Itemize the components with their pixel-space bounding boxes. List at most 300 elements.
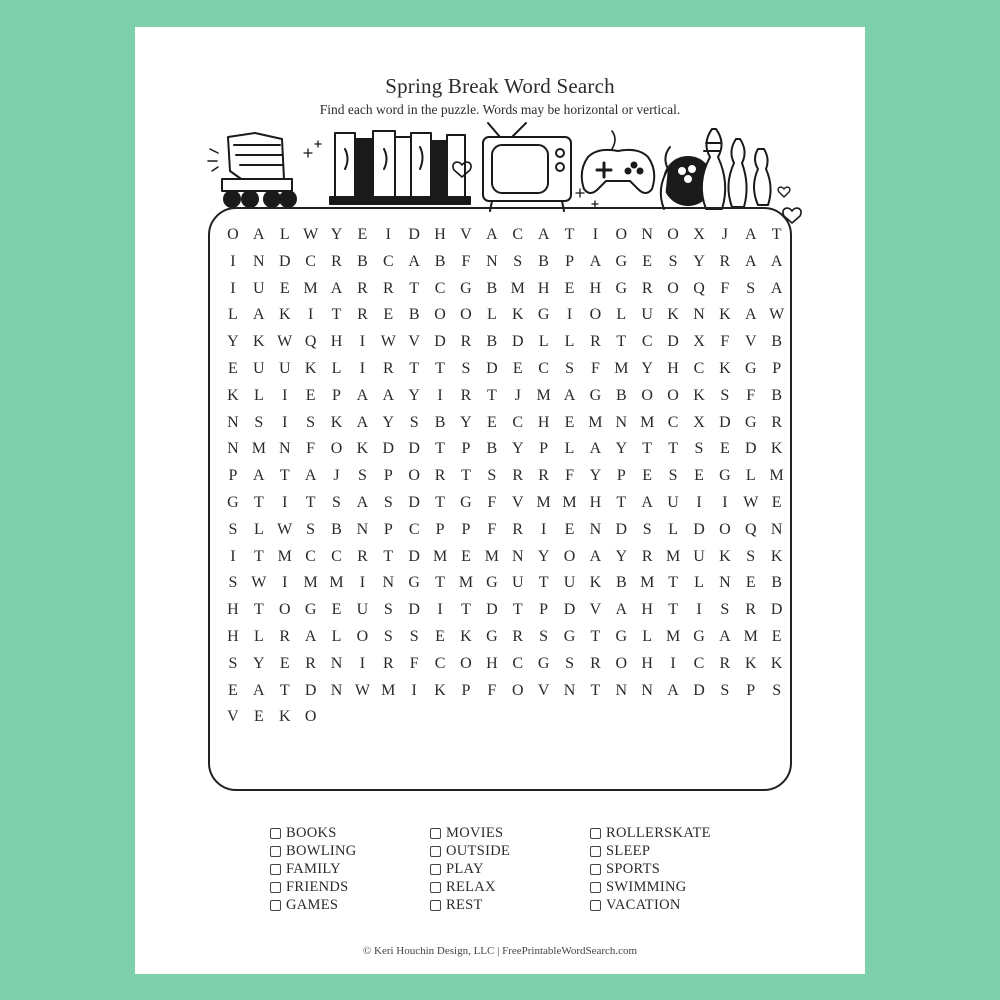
- grid-cell[interactable]: I: [359, 654, 366, 672]
- word-checkbox[interactable]: [430, 846, 441, 857]
- grid-cell[interactable]: H: [589, 279, 602, 297]
- grid-cell[interactable]: C: [512, 413, 524, 431]
- grid-cell[interactable]: L: [253, 386, 264, 404]
- grid-cell[interactable]: Y: [382, 413, 395, 431]
- word-list-item[interactable]: [270, 842, 430, 860]
- grid-cell[interactable]: S: [642, 520, 652, 538]
- grid-cell[interactable]: D: [278, 252, 291, 270]
- grid-cell[interactable]: O: [667, 279, 679, 297]
- grid-cell[interactable]: K: [770, 547, 783, 565]
- grid-cell[interactable]: G: [304, 601, 317, 619]
- grid-cell[interactable]: A: [589, 440, 602, 458]
- grid-cell[interactable]: S: [668, 252, 678, 270]
- grid-cell[interactable]: T: [590, 681, 601, 699]
- grid-cell[interactable]: G: [486, 574, 498, 592]
- grid-cell[interactable]: A: [641, 493, 653, 511]
- grid-cell[interactable]: K: [693, 386, 705, 404]
- grid-cell[interactable]: U: [667, 493, 679, 511]
- grid-cell[interactable]: S: [228, 654, 238, 672]
- grid-cell[interactable]: S: [357, 467, 367, 485]
- grid-cell[interactable]: J: [333, 467, 340, 485]
- grid-cell[interactable]: C: [512, 654, 524, 672]
- grid-cell[interactable]: K: [589, 574, 602, 592]
- grid-cell[interactable]: A: [744, 252, 757, 270]
- grid-cell[interactable]: N: [770, 520, 783, 538]
- grid-cell[interactable]: D: [693, 520, 705, 538]
- grid-cell[interactable]: T: [564, 226, 575, 243]
- grid-cell[interactable]: E: [564, 279, 575, 297]
- grid-cell[interactable]: C: [667, 413, 679, 431]
- word-list-item[interactable]: [590, 897, 750, 915]
- grid-cell[interactable]: O: [408, 467, 420, 485]
- grid-cell[interactable]: K: [434, 681, 446, 699]
- grid-cell[interactable]: N: [589, 520, 602, 538]
- grid-cell[interactable]: R: [357, 547, 368, 565]
- grid-cell[interactable]: N: [563, 681, 576, 699]
- grid-cell[interactable]: H: [589, 493, 602, 511]
- grid-cell[interactable]: D: [719, 413, 731, 431]
- grid-cell[interactable]: G: [460, 493, 472, 511]
- grid-cell[interactable]: C: [538, 359, 549, 377]
- grid-cell[interactable]: B: [615, 386, 627, 404]
- grid-cell[interactable]: T: [538, 574, 549, 592]
- grid-cell[interactable]: C: [434, 654, 446, 672]
- grid-cell[interactable]: U: [641, 306, 653, 324]
- grid-cell[interactable]: C: [305, 547, 316, 565]
- grid-cell[interactable]: D: [615, 520, 628, 538]
- grid-cell[interactable]: Y: [693, 252, 705, 270]
- grid-cell[interactable]: W: [277, 520, 293, 538]
- grid-cell[interactable]: D: [408, 440, 420, 458]
- grid-cell[interactable]: K: [304, 359, 317, 377]
- word-list-item[interactable]: [590, 824, 750, 842]
- grid-cell[interactable]: S: [332, 493, 341, 511]
- grid-cell[interactable]: X: [693, 413, 705, 431]
- grid-cell[interactable]: L: [228, 306, 238, 324]
- grid-cell[interactable]: N: [693, 306, 705, 324]
- grid-cell[interactable]: W: [380, 333, 396, 351]
- grid-cell[interactable]: A: [253, 306, 265, 324]
- grid-cell[interactable]: N: [278, 440, 291, 458]
- grid-cell[interactable]: G: [744, 359, 757, 377]
- grid-cell[interactable]: L: [616, 306, 627, 324]
- grid-cell[interactable]: N: [641, 226, 653, 243]
- grid-cell[interactable]: R: [745, 601, 757, 619]
- grid-cell[interactable]: T: [435, 440, 445, 458]
- grid-cell[interactable]: E: [694, 467, 704, 485]
- grid-cell[interactable]: M: [536, 493, 551, 511]
- grid-cell[interactable]: L: [331, 627, 342, 645]
- grid-cell[interactable]: K: [744, 654, 757, 672]
- grid-cell[interactable]: M: [665, 627, 681, 645]
- grid-cell[interactable]: Q: [693, 279, 705, 297]
- grid-cell[interactable]: A: [356, 386, 369, 404]
- grid-cell[interactable]: O: [330, 440, 343, 458]
- grid-cell[interactable]: I: [670, 654, 676, 672]
- grid-cell[interactable]: I: [411, 681, 417, 699]
- grid-cell[interactable]: I: [722, 493, 728, 511]
- grid-cell[interactable]: A: [356, 493, 369, 511]
- grid-cell[interactable]: H: [227, 627, 239, 645]
- grid-cell[interactable]: G: [563, 627, 576, 645]
- grid-cell[interactable]: N: [486, 252, 498, 270]
- grid-cell[interactable]: D: [667, 333, 679, 351]
- grid-cell[interactable]: S: [383, 627, 393, 645]
- grid-cell[interactable]: L: [486, 306, 497, 324]
- grid-cell[interactable]: F: [565, 467, 574, 485]
- grid-cell[interactable]: T: [486, 386, 497, 404]
- grid-cell[interactable]: L: [564, 440, 575, 458]
- grid-cell[interactable]: G: [719, 467, 731, 485]
- grid-cell[interactable]: F: [590, 359, 600, 377]
- grid-cell[interactable]: R: [434, 467, 446, 485]
- grid-cell[interactable]: N: [719, 574, 731, 592]
- grid-cell[interactable]: T: [435, 359, 445, 377]
- word-list-item[interactable]: [430, 842, 590, 860]
- word-checkbox[interactable]: [430, 900, 441, 911]
- grid-cell[interactable]: E: [305, 386, 316, 404]
- grid-cell[interactable]: K: [356, 440, 369, 458]
- grid-cell[interactable]: N: [511, 547, 524, 565]
- grid-cell[interactable]: A: [304, 467, 317, 485]
- grid-cell[interactable]: A: [589, 547, 602, 565]
- grid-cell[interactable]: D: [434, 333, 446, 351]
- grid-cell[interactable]: B: [486, 440, 498, 458]
- grid-cell[interactable]: V: [460, 226, 472, 243]
- grid-cell[interactable]: N: [356, 520, 369, 538]
- grid-cell[interactable]: M: [432, 547, 448, 565]
- grid-cell[interactable]: O: [278, 601, 291, 619]
- grid-cell[interactable]: M: [665, 547, 681, 565]
- grid-cell[interactable]: N: [382, 574, 395, 592]
- grid-cell[interactable]: R: [590, 333, 601, 351]
- grid-cell[interactable]: W: [303, 226, 319, 243]
- grid-cell[interactable]: G: [486, 627, 498, 645]
- grid-cell[interactable]: M: [640, 574, 655, 592]
- grid-cell[interactable]: B: [771, 386, 782, 404]
- grid-cell[interactable]: U: [563, 574, 576, 592]
- grid-cell[interactable]: P: [461, 440, 471, 458]
- grid-cell[interactable]: N: [641, 681, 653, 699]
- grid-cell[interactable]: R: [538, 467, 549, 485]
- grid-cell[interactable]: W: [251, 574, 267, 592]
- grid-cell[interactable]: N: [615, 681, 628, 699]
- grid-cell[interactable]: E: [642, 467, 653, 485]
- grid-cell[interactable]: S: [746, 547, 756, 565]
- grid-cell[interactable]: A: [744, 226, 757, 243]
- grid-cell[interactable]: R: [279, 627, 291, 645]
- grid-cell[interactable]: T: [461, 601, 471, 619]
- word-checkbox[interactable]: [270, 864, 281, 875]
- grid-cell[interactable]: F: [306, 440, 316, 458]
- grid-cell[interactable]: P: [539, 440, 549, 458]
- grid-cell[interactable]: T: [771, 226, 782, 243]
- grid-cell[interactable]: M: [562, 493, 577, 511]
- grid-cell[interactable]: S: [254, 413, 264, 431]
- grid-cell[interactable]: Y: [330, 226, 343, 243]
- word-checkbox[interactable]: [590, 846, 601, 857]
- grid-cell[interactable]: I: [385, 226, 391, 243]
- grid-cell[interactable]: P: [383, 467, 393, 485]
- grid-cell[interactable]: K: [460, 627, 472, 645]
- grid-cell[interactable]: L: [564, 333, 575, 351]
- grid-cell[interactable]: I: [230, 547, 236, 565]
- grid-cell[interactable]: U: [356, 601, 369, 619]
- grid-cell[interactable]: B: [434, 413, 446, 431]
- grid-cell[interactable]: A: [253, 681, 265, 699]
- grid-cell[interactable]: P: [616, 467, 626, 485]
- word-list-item[interactable]: [270, 860, 430, 878]
- grid-cell[interactable]: I: [566, 306, 573, 324]
- grid-cell[interactable]: P: [383, 520, 393, 538]
- grid-cell[interactable]: O: [356, 627, 369, 645]
- grid-cell[interactable]: R: [357, 279, 368, 297]
- grid-cell[interactable]: M: [484, 547, 499, 565]
- grid-cell[interactable]: I: [592, 226, 599, 243]
- word-list-item[interactable]: [270, 879, 430, 897]
- grid-cell[interactable]: O: [667, 386, 679, 404]
- grid-cell[interactable]: D: [770, 601, 783, 619]
- grid-cell[interactable]: K: [227, 386, 239, 404]
- grid-cell[interactable]: T: [435, 574, 445, 592]
- grid-cell[interactable]: H: [641, 654, 653, 672]
- grid-cell[interactable]: V: [408, 333, 420, 351]
- grid-cell[interactable]: K: [719, 306, 731, 324]
- grid-cell[interactable]: P: [539, 601, 549, 619]
- grid-cell[interactable]: M: [251, 440, 266, 458]
- grid-cell[interactable]: C: [434, 279, 446, 297]
- grid-cell[interactable]: S: [772, 681, 782, 699]
- grid-cell[interactable]: T: [435, 493, 445, 511]
- grid-cell[interactable]: U: [693, 547, 705, 565]
- grid-cell[interactable]: V: [744, 333, 757, 351]
- grid-cell[interactable]: T: [461, 467, 471, 485]
- grid-cell[interactable]: E: [279, 279, 290, 297]
- grid-cell[interactable]: E: [357, 226, 368, 243]
- grid-cell[interactable]: N: [330, 654, 343, 672]
- grid-cell[interactable]: I: [230, 252, 236, 270]
- word-checkbox[interactable]: [590, 864, 601, 875]
- grid-cell[interactable]: G: [615, 627, 628, 645]
- grid-cell[interactable]: C: [331, 547, 342, 565]
- grid-cell[interactable]: R: [512, 520, 524, 538]
- grid-cell[interactable]: I: [282, 386, 288, 404]
- grid-cell[interactable]: L: [253, 520, 264, 538]
- grid-cell[interactable]: T: [253, 601, 264, 619]
- grid-cell[interactable]: G: [537, 306, 550, 324]
- word-list-item[interactable]: [430, 879, 590, 897]
- grid-cell[interactable]: I: [437, 601, 443, 619]
- grid-cell[interactable]: O: [719, 520, 731, 538]
- grid-cell[interactable]: C: [693, 654, 705, 672]
- word-list-item[interactable]: [430, 824, 590, 842]
- grid-cell[interactable]: V: [589, 601, 602, 619]
- grid-cell[interactable]: R: [382, 359, 394, 377]
- grid-cell[interactable]: T: [616, 333, 627, 351]
- grid-cell[interactable]: M: [510, 279, 525, 297]
- grid-cell[interactable]: S: [720, 681, 730, 699]
- grid-cell[interactable]: C: [512, 226, 524, 243]
- grid-cell[interactable]: E: [564, 520, 575, 538]
- grid-cell[interactable]: P: [461, 520, 471, 538]
- word-checkbox[interactable]: [270, 846, 281, 857]
- grid-cell[interactable]: M: [769, 467, 784, 485]
- grid-cell[interactable]: X: [693, 226, 705, 243]
- grid-cell[interactable]: G: [615, 279, 628, 297]
- grid-cell[interactable]: I: [359, 574, 366, 592]
- grid-cell[interactable]: P: [746, 681, 756, 699]
- word-checkbox[interactable]: [430, 864, 441, 875]
- grid-cell[interactable]: L: [745, 467, 756, 485]
- grid-cell[interactable]: R: [460, 386, 472, 404]
- grid-cell[interactable]: R: [719, 252, 731, 270]
- grid-cell[interactable]: G: [693, 627, 705, 645]
- grid-cell[interactable]: N: [227, 440, 239, 458]
- grid-cell[interactable]: R: [331, 252, 342, 270]
- grid-cell[interactable]: S: [487, 467, 497, 485]
- grid-cell[interactable]: A: [356, 413, 369, 431]
- grid-cell[interactable]: S: [228, 520, 238, 538]
- grid-cell[interactable]: W: [743, 493, 759, 511]
- grid-cell[interactable]: R: [771, 413, 782, 431]
- grid-cell[interactable]: Y: [253, 654, 265, 672]
- grid-cell[interactable]: W: [354, 681, 370, 699]
- grid-cell[interactable]: U: [253, 279, 265, 297]
- grid-cell[interactable]: T: [642, 440, 653, 458]
- grid-cell[interactable]: O: [227, 226, 239, 243]
- grid-cell[interactable]: Q: [304, 333, 317, 351]
- grid-cell[interactable]: K: [719, 547, 731, 565]
- grid-cell[interactable]: E: [512, 359, 523, 377]
- grid-cell[interactable]: O: [460, 306, 472, 324]
- grid-cell[interactable]: O: [615, 226, 628, 243]
- grid-cell[interactable]: M: [536, 386, 551, 404]
- grid-cell[interactable]: T: [331, 306, 342, 324]
- grid-cell[interactable]: C: [408, 520, 420, 538]
- grid-cell[interactable]: M: [303, 574, 318, 592]
- grid-cell[interactable]: O: [304, 708, 317, 726]
- grid-cell[interactable]: I: [359, 333, 366, 351]
- grid-cell[interactable]: E: [228, 359, 238, 377]
- grid-cell[interactable]: I: [282, 574, 288, 592]
- grid-cell[interactable]: R: [382, 279, 394, 297]
- grid-cell[interactable]: W: [277, 333, 293, 351]
- grid-cell[interactable]: K: [253, 333, 265, 351]
- grid-cell[interactable]: T: [279, 681, 290, 699]
- grid-cell[interactable]: D: [563, 601, 576, 619]
- grid-cell[interactable]: I: [540, 520, 547, 538]
- grid-cell[interactable]: M: [303, 279, 318, 297]
- grid-cell[interactable]: M: [329, 574, 344, 592]
- grid-cell[interactable]: I: [359, 359, 366, 377]
- grid-cell[interactable]: A: [330, 279, 343, 297]
- grid-cell[interactable]: C: [641, 333, 653, 351]
- grid-cell[interactable]: K: [770, 654, 783, 672]
- grid-cell[interactable]: N: [227, 413, 239, 431]
- grid-cell[interactable]: S: [694, 440, 704, 458]
- grid-cell[interactable]: F: [720, 333, 730, 351]
- grid-cell[interactable]: E: [253, 708, 264, 726]
- grid-cell[interactable]: T: [590, 627, 601, 645]
- grid-cell[interactable]: P: [565, 252, 574, 270]
- grid-cell[interactable]: H: [667, 359, 679, 377]
- grid-cell[interactable]: M: [614, 359, 629, 377]
- word-list-item[interactable]: [430, 897, 590, 915]
- grid-cell[interactable]: A: [382, 386, 395, 404]
- grid-cell[interactable]: B: [538, 252, 549, 270]
- grid-cell[interactable]: F: [487, 493, 497, 511]
- grid-cell[interactable]: P: [772, 359, 782, 377]
- grid-cell[interactable]: Y: [460, 413, 472, 431]
- word-list-item[interactable]: [430, 860, 590, 878]
- grid-cell[interactable]: S: [228, 574, 238, 592]
- grid-cell[interactable]: A: [770, 279, 783, 297]
- grid-cell[interactable]: S: [539, 627, 549, 645]
- grid-cell[interactable]: S: [306, 520, 316, 538]
- grid-cell[interactable]: G: [615, 252, 628, 270]
- grid-cell[interactable]: E: [564, 413, 575, 431]
- grid-cell[interactable]: T: [409, 359, 420, 377]
- grid-cell[interactable]: A: [770, 252, 783, 270]
- grid-cell[interactable]: T: [409, 279, 420, 297]
- grid-cell[interactable]: Y: [511, 440, 524, 458]
- grid-cell[interactable]: G: [460, 279, 472, 297]
- grid-cell[interactable]: T: [616, 493, 627, 511]
- grid-cell[interactable]: T: [305, 493, 316, 511]
- grid-cell[interactable]: G: [408, 574, 420, 592]
- grid-cell[interactable]: D: [511, 333, 524, 351]
- word-list-item[interactable]: [590, 842, 750, 860]
- grid-cell[interactable]: S: [513, 252, 523, 270]
- grid-cell[interactable]: P: [461, 681, 471, 699]
- grid-cell[interactable]: G: [589, 386, 602, 404]
- word-checkbox[interactable]: [590, 900, 601, 911]
- grid-cell[interactable]: C: [382, 252, 394, 270]
- grid-cell[interactable]: D: [408, 493, 420, 511]
- grid-cell[interactable]: Y: [589, 467, 602, 485]
- grid-cell[interactable]: X: [693, 333, 705, 351]
- grid-cell[interactable]: I: [282, 493, 288, 511]
- word-checkbox[interactable]: [590, 882, 601, 893]
- grid-cell[interactable]: T: [383, 547, 394, 565]
- grid-cell[interactable]: V: [511, 493, 524, 511]
- grid-cell[interactable]: A: [563, 386, 576, 404]
- grid-cell[interactable]: Q: [744, 520, 757, 538]
- grid-cell[interactable]: E: [642, 252, 653, 270]
- grid-cell[interactable]: C: [693, 359, 705, 377]
- grid-cell[interactable]: O: [460, 654, 472, 672]
- word-checkbox[interactable]: [430, 828, 441, 839]
- grid-cell[interactable]: G: [227, 493, 239, 511]
- grid-cell[interactable]: K: [667, 306, 679, 324]
- grid-cell[interactable]: B: [486, 333, 498, 351]
- grid-cell[interactable]: B: [771, 574, 782, 592]
- grid-cell[interactable]: T: [279, 467, 290, 485]
- grid-cell[interactable]: D: [408, 601, 420, 619]
- grid-cell[interactable]: F: [720, 279, 730, 297]
- grid-cell[interactable]: L: [253, 627, 264, 645]
- grid-cell[interactable]: O: [641, 386, 653, 404]
- grid-cell[interactable]: O: [563, 547, 576, 565]
- grid-cell[interactable]: S: [746, 279, 756, 297]
- grid-cell[interactable]: T: [668, 601, 678, 619]
- grid-cell[interactable]: Y: [615, 440, 628, 458]
- word-checkbox[interactable]: [270, 828, 281, 839]
- grid-cell[interactable]: C: [305, 252, 316, 270]
- grid-cell[interactable]: A: [304, 627, 317, 645]
- grid-cell[interactable]: E: [771, 493, 782, 511]
- grid-cell[interactable]: E: [461, 547, 471, 565]
